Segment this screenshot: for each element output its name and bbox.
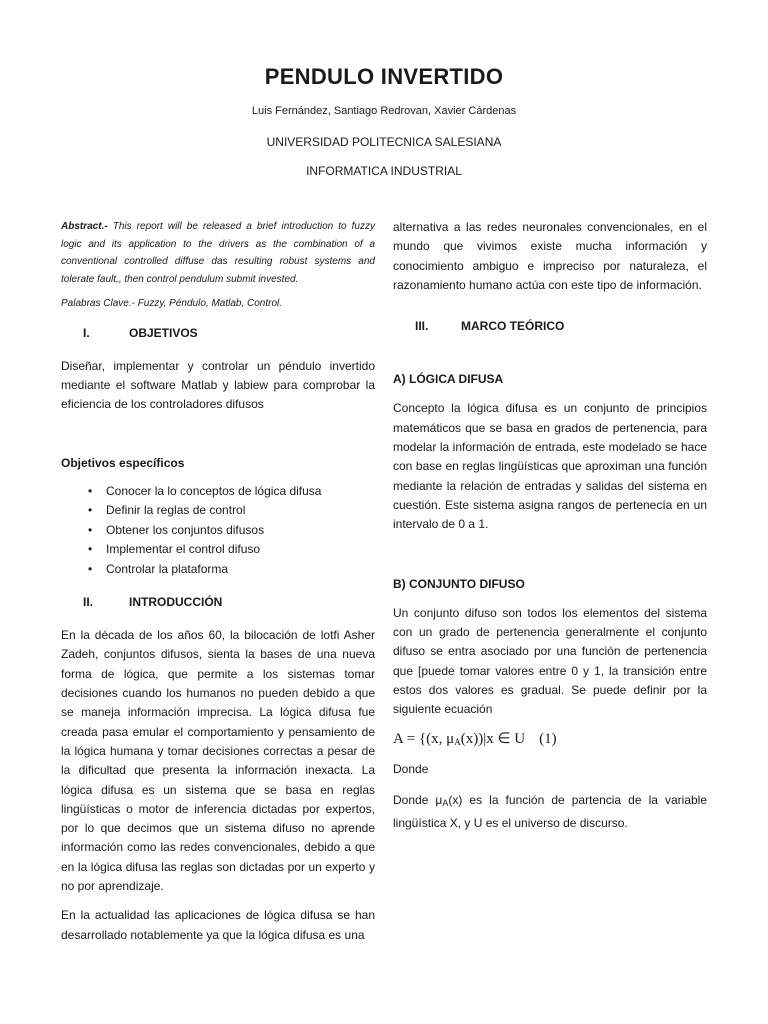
section-number: III. bbox=[415, 319, 429, 334]
equation-number: (1) bbox=[539, 730, 557, 747]
section-title: OBJETIVOS bbox=[129, 325, 198, 340]
bullet: • bbox=[88, 483, 93, 498]
abstract-text: This report will be released a brief introduction to fuzzy logic and its application to the drivers as the combination of a conventional controlled diffuse das resulting robust systems and tolerate fault,, then control pendulum submit invested. bbox=[61, 221, 375, 285]
conjunto-text: Un conjunto difuso son todos los elementos del sistema con un grado de pertenencia generalmente el conjunto difuso se entra asociado por una función de pertenencia que [puede tomar valores entre 0 y 1, la transición entre estos dos valores es gradual. Se puede definir por la siguiente ecuación bbox=[393, 605, 707, 717]
objetivos-text: Diseñar, implementar y controlar un péndulo invertido mediante el software Matlab y labiew para comprobar la eficiencia de los controladores difusos bbox=[61, 358, 375, 412]
abstract-label: Abstract.- bbox=[61, 221, 108, 232]
department: INFORMATICA INDUSTRIAL bbox=[306, 164, 462, 178]
list-item: • Obtener los conjuntos difusos bbox=[61, 521, 375, 541]
bullet: • bbox=[88, 522, 93, 537]
bullet: • bbox=[88, 542, 93, 557]
logica-text: Concepto la lógica difusa es un conjunto de principios matemáticos que se basa en grados de pertenencia, para modelar la información de entrada, este modelado se hace con base en reglas lingüísticas que aproximan una función mediante la relación de entradas y salidas del sistema en cuestión. Este sistema asigna rangos de pertenecía en un intervalo de 0 a 1. bbox=[393, 401, 707, 532]
bullet: • bbox=[88, 503, 93, 518]
section-title: INTRODUCCIÓN bbox=[129, 595, 223, 610]
specific-objectives-title: Objetivos específicos bbox=[61, 456, 185, 471]
introduccion-paragraph-2: En la actualidad las aplicaciones de lógica difusa se han desarrollado notablemente ya que la lógica difusa es una bbox=[61, 908, 375, 942]
introduccion-paragraph-1: En la década de los años 60, la bilocación de lotfi Asher Zadeh, conjuntos difusos, sienta la bases de una nueva forma de lógica, que permite a los sistemas tomar decisiones cuando los humanos no pueden debido a que se maneja información imprecisa. La lógica difusa fue creada pasa emular el comportamiento y pensamiento de la lógica humana y tomar decisiones correctas a pesar de la dificultad que presenta la información inexacta. La lógica difusa es un sistema que se basa en reglas lingüísticas o motor de inferencia dictadas por expertos, por lo que decimos que un sistema difuso no aprende información como las redes convencionales, debido a que en la lógica difusa las reglas son dictadas por un experto y no por aprendizaje. bbox=[61, 628, 375, 894]
list-item: • Definir la reglas de control bbox=[61, 501, 375, 521]
section-heading-marco bbox=[393, 317, 707, 336]
objectives-list bbox=[61, 482, 375, 580]
section-heading-objetivos bbox=[61, 324, 375, 343]
abstract bbox=[61, 218, 375, 288]
introduccion-paragraph-2-continued: alternativa a las redes neuronales convencionales, en el mundo que vivimos existe mucha información y conocimiento ambiguo e impreciso por naturaleza, el razonamiento humano actúa con este tipo de información. bbox=[393, 220, 707, 292]
subsection-title-logica: A) LÓGICA DIFUSA bbox=[393, 372, 504, 387]
university: UNIVERSIDAD POLITECNICA SALESIANA bbox=[266, 135, 502, 149]
left-column bbox=[61, 218, 375, 955]
section-number: II. bbox=[83, 595, 94, 610]
section-heading-introduccion bbox=[61, 593, 375, 612]
section-number: I. bbox=[83, 325, 90, 340]
donde-label: Donde bbox=[393, 761, 429, 776]
list-item: • Implementar el control difuso bbox=[61, 540, 375, 560]
equation: A = {(x, $\mu_A(x))|x$ ∈ U (1) bbox=[393, 730, 557, 747]
bullet: • bbox=[88, 561, 93, 576]
subsection-title-conjunto: B) CONJUNTO DIFUSO bbox=[393, 576, 525, 591]
paper-title: PENDULO INVERTIDO bbox=[264, 64, 504, 89]
authors: Luis Fernández, Santiago Redrovan, Xavier Cárdenas bbox=[251, 105, 517, 117]
keywords: Palabras Clave.- Fuzzy, Péndulo, Matlab, Control. bbox=[61, 298, 283, 309]
right-column bbox=[393, 218, 707, 843]
section-title: MARCO TEÓRICO bbox=[461, 319, 565, 334]
list-item: • Conocer la lo conceptos de lógica difusa bbox=[61, 482, 375, 502]
definition-text: Donde $\mu_A(x)$ es la función de partencia de la variable lingüística X, y U es el universo de discurso. bbox=[393, 793, 708, 830]
list-item: • Controlar la plataforma bbox=[61, 560, 375, 580]
